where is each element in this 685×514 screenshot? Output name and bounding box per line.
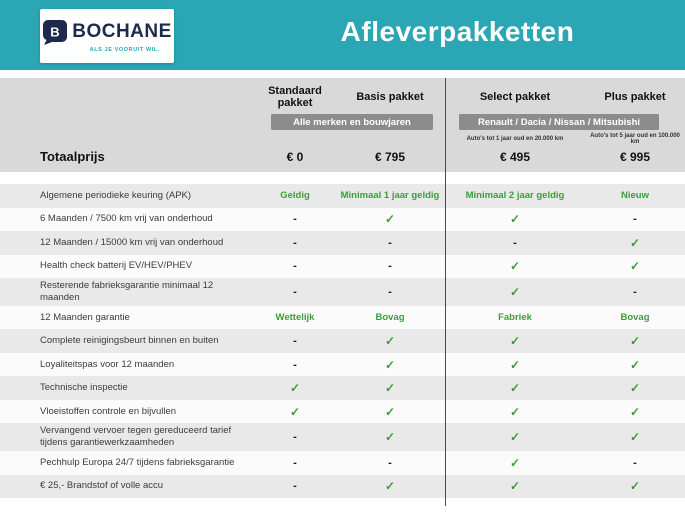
dash-mark: - (513, 236, 517, 249)
header-bar (0, 0, 685, 70)
check-icon: ✓ (509, 212, 521, 227)
subtitle-plus: Auto's tot 5 jaar oud en 100.000 km (590, 133, 680, 145)
feature-row (0, 400, 685, 424)
dash-mark: - (293, 335, 297, 347)
check-icon: ✓ (629, 334, 641, 348)
feature-row (0, 475, 685, 499)
check-icon: ✓ (629, 479, 641, 494)
bochane-b-icon (42, 19, 68, 45)
feature-row (0, 184, 685, 208)
check-icon: ✓ (509, 479, 521, 494)
check-icon: ✓ (384, 357, 396, 372)
dash-mark: - (293, 260, 297, 273)
brand-tagline: ALS JE VOORUIT WIL. (89, 47, 160, 53)
feature-label: Resterende fabrieksgarantie minimaal 12 maanden (40, 280, 214, 303)
check-icon: ✓ (629, 357, 641, 372)
column-subtitles-row (0, 133, 685, 145)
feature-label: Loyaliteitspas voor 12 maanden (40, 358, 175, 370)
dash-mark: - (293, 431, 297, 444)
feature-label: 12 Maanden / 15000 km vrij van onderhoud (40, 236, 224, 248)
feature-row (0, 306, 685, 330)
check-icon: ✓ (509, 284, 521, 299)
check-icon: ✓ (384, 381, 396, 395)
column-header-plus: Plus pakket (604, 91, 666, 103)
check-icon: ✓ (629, 430, 641, 445)
feature-label: Pechhulp Europa 24/7 tijdens fabrieksgarantie (40, 456, 235, 468)
check-icon: ✓ (509, 357, 521, 372)
column-header-basis: Basis pakket (356, 91, 424, 103)
group1-badge: Alle merken en bouwjaren (271, 114, 433, 130)
feature-rows (0, 184, 685, 498)
subtitle-select: Auto's tot 1 jaar oud en 20.000 km (466, 136, 564, 142)
feature-value: Nieuw (621, 190, 649, 202)
feature-label: Algemene periodieke keuring (APK) (40, 189, 192, 201)
header-rows-gap (0, 172, 685, 184)
dash-mark: - (388, 285, 392, 298)
logo-row (42, 19, 172, 45)
feature-label: 6 Maanden / 7500 km vrij van onderhoud (40, 213, 213, 225)
feature-label: Health check batterij EV/HEV/PHEV (40, 260, 193, 272)
check-icon: ✓ (289, 381, 301, 395)
feature-row (0, 329, 685, 353)
column-header-select: Select pakket (479, 91, 551, 103)
bochane-logo (40, 9, 174, 63)
check-icon: ✓ (384, 212, 396, 227)
dash-mark: - (388, 236, 392, 249)
svg-text:B: B (50, 24, 60, 40)
dash-mark: - (293, 213, 297, 226)
dash-mark: - (293, 480, 297, 493)
dash-mark: - (293, 456, 297, 469)
check-icon: ✓ (509, 455, 521, 470)
dash-mark: - (633, 456, 637, 469)
check-icon: ✓ (509, 404, 521, 419)
feature-label: Technische inspectie (40, 382, 128, 394)
feature-label: Complete reinigingsbeurt binnen en buiten (40, 335, 219, 347)
feature-row (0, 278, 685, 306)
check-icon: ✓ (384, 430, 396, 445)
column-header-standaard: Standaard pakket (268, 85, 322, 109)
price-select: € 495 (499, 149, 531, 164)
feature-label: Vervangend vervoer tegen gereduceerd tarief tijdens garantiewerkzaamheden (40, 425, 232, 449)
check-icon: ✓ (384, 334, 396, 348)
feature-row (0, 231, 685, 255)
check-icon: ✓ (509, 381, 521, 395)
column-headers-row (0, 85, 685, 109)
dash-mark: - (293, 358, 297, 371)
group-badges-row (0, 114, 685, 130)
dash-mark: - (293, 285, 297, 298)
dash-mark: - (293, 236, 297, 249)
feature-label: € 25,- Brandstof of volle accu (40, 480, 164, 492)
feature-row (0, 255, 685, 279)
feature-row (0, 376, 685, 400)
check-icon: ✓ (629, 259, 641, 274)
check-icon: ✓ (384, 479, 396, 494)
check-icon: ✓ (629, 235, 641, 250)
check-icon: ✓ (509, 259, 521, 274)
feature-row (0, 353, 685, 377)
feature-label: 12 Maanden garantie (40, 311, 130, 323)
dash-mark: - (633, 285, 637, 298)
feature-row (0, 423, 685, 451)
total-price-row (0, 149, 685, 164)
feature-row (0, 208, 685, 232)
column-group-divider (445, 78, 446, 506)
feature-value: Bovag (375, 312, 405, 323)
dash-mark: - (388, 260, 392, 273)
check-icon: ✓ (629, 404, 641, 419)
check-icon: ✓ (384, 404, 396, 419)
group2-badge: Renault / Dacia / Nissan / Mitsubishi (459, 114, 659, 130)
check-icon: ✓ (289, 404, 301, 419)
check-icon: ✓ (509, 334, 521, 348)
page-title: Afleverpakketten (340, 16, 575, 47)
feature-value: Minimaal 1 jaar geldig (340, 190, 440, 202)
feature-row (0, 451, 685, 475)
price-basis: € 795 (374, 149, 406, 164)
check-icon: ✓ (509, 430, 521, 445)
price-plus: € 995 (619, 149, 651, 164)
dash-mark: - (633, 213, 637, 226)
brand-name: BOCHANE (72, 21, 172, 42)
total-price-label: Totaalprijs (40, 149, 105, 164)
feature-value: Wettelijk (275, 312, 315, 323)
packages-table (0, 70, 685, 498)
table-header (0, 78, 685, 172)
dash-mark: - (388, 456, 392, 469)
feature-value: Bovag (620, 312, 650, 323)
feature-label: Vloeistoffen controle en bijvullen (40, 405, 177, 417)
feature-value: Fabriek (498, 312, 532, 323)
feature-value: Geldig (280, 190, 310, 202)
check-icon: ✓ (629, 381, 641, 395)
feature-value: Minimaal 2 jaar geldig (465, 190, 565, 202)
price-standaard: € 0 (286, 149, 304, 164)
